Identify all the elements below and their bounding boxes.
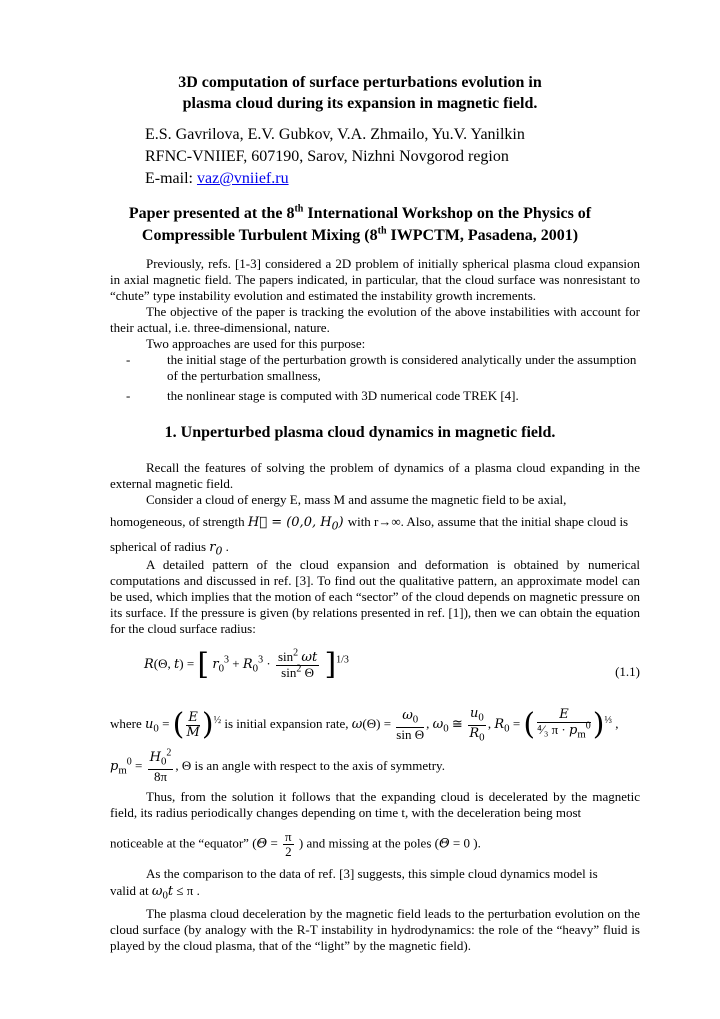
validity-line: valid at $\omega_0t \le \pi$ . — [110, 883, 200, 902]
equation-number: (1.1) — [615, 664, 640, 679]
equator-line: noticeable at the “equator” (Θ = $\frac{\pi}{2}$ ) and missing at the poles (Θ = 0 ). — [110, 829, 481, 859]
field-vector: H⃗ = (0,0, $H_0$) — [247, 515, 348, 533]
intro-paragraph-1: Previously, refs. [1-3] considered a 2D problem of initially spherical plasma cloud expansion in axial magnetic field. The papers indicated, in particular, that the cloud surface was nonresistant to “chute” type instability evolution and estimated the instability growth increments. — [110, 256, 640, 303]
title-line-1: 3D computation of surface perturbations evolution in — [178, 74, 542, 91]
bullet-dash-1: - — [126, 352, 131, 367]
presentation-line-1: Paper presented at the 8th International Workshop on the Physics of — [128, 203, 592, 222]
pressure-definition: $p_m^0$ = $\frac{H_0^2}{8\pi}$ , Θ is an angle with respect to the axis of symmetry. — [110, 747, 445, 784]
section-paragraph-4: Thus, from the solution it follows that the expanding cloud is decelerated by the magnetic field, its radius periodically changes depending on time t, with the deceleration being most — [110, 789, 640, 820]
section-heading: 1. Unperturbed plasma cloud dynamics in magnetic field. — [164, 424, 556, 441]
intro-paragraph-2: The objective of the paper is tracking the evolution of the above instabilities with account for their actual, i.e. three-dimensional, nature. — [110, 304, 640, 335]
section-paragraph-1: Recall the features of solving the problem of dynamics of a plasma cloud expanding in the external magnetic field. — [110, 460, 640, 491]
bullet-item-1: the initial stage of the perturbation growth is considered analytically under the assumption of the perturbation smallness, — [167, 352, 637, 383]
author-block — [145, 124, 525, 190]
section-paragraph-2a: Consider a cloud of energy E, mass M and assume the magnetic field to be axial, — [146, 492, 567, 507]
definitions-line: where $u_0$ = ( $\frac{E}{M}$ )$^{\frac{1}{2}}$ is initial expansion rate, ω(Θ) = $\frac{\omega_0}{\text{sin Θ}}$ , $\omega_0$ ≅ $\frac{u_0}{R_0}$ , $R_0$ = ( $\frac{E}{^4⁄_3 \pi \cdot p_m^0}$ )$^{\frac{1}{3}}$ , — [110, 706, 619, 744]
section-paragraph-6: The plasma cloud deceleration by the magnetic field leads to the perturbation evolution on the cloud surface (by analogy with the R-T instability in hydrodynamics: the role of the “heavy” fluid is played by the cloud plasma, that of the “light” by the magnetic field). — [110, 906, 640, 953]
section-paragraph-5: As the comparison to the data of ref. [3] suggests, this simple cloud dynamics model is — [146, 866, 598, 881]
field-line: homogeneous, of strength H⃗ = (0,0, $H_0$) with r→∞. Also, assume that the initial shape cloud is — [110, 514, 629, 533]
author-affiliation: RFNC-VNIIEF, 607190, Sarov, Nizhni Novgorod region — [145, 148, 509, 165]
equation-1-1: R(Θ, t) = [ $r_0^3 + R_0^3$ · $\frac{\sin^2 \omega t}{\sin^2 \Theta}$ ]$^{1/3}$ — [144, 647, 349, 682]
author-names: E.S. Gavrilova, E.V. Gubkov, V.A. Zhmailo, Yu.V. Yanilkin — [145, 126, 525, 143]
paper-title — [0, 72, 720, 114]
bullet-item-2: the nonlinear stage is computed with 3D numerical code TREK [4]. — [167, 388, 519, 403]
radius-line: spherical of radius $r_0$ . — [110, 539, 229, 558]
email-link[interactable]: vaz@vniief.ru — [196, 170, 289, 187]
presentation-line-2: Compressible Turbulent Mixing (8th IWPCTM, Pasadena, 2001) — [141, 225, 579, 244]
title-line-2: plasma cloud during its expansion in magnetic field. — [182, 95, 538, 112]
author-email: E-mail: vaz@vniief.ru — [145, 170, 289, 187]
bullet-dash-2: - — [126, 388, 131, 403]
intro-paragraph-3: Two approaches are used for this purpose: — [146, 336, 366, 351]
section-paragraph-3: A detailed pattern of the cloud expansion and deformation is obtained by numerical computations and discussed in ref. [3]. To find out the qualitative pattern, an approximate model can be used, which implies that the motion of each “sector” of the cloud depends on magnetic pressure on its surface. If the pressure is given (by relations presented in ref. [1]), then we can obtain the equation for the cloud surface radius: — [110, 557, 640, 636]
presentation-note — [0, 203, 720, 247]
